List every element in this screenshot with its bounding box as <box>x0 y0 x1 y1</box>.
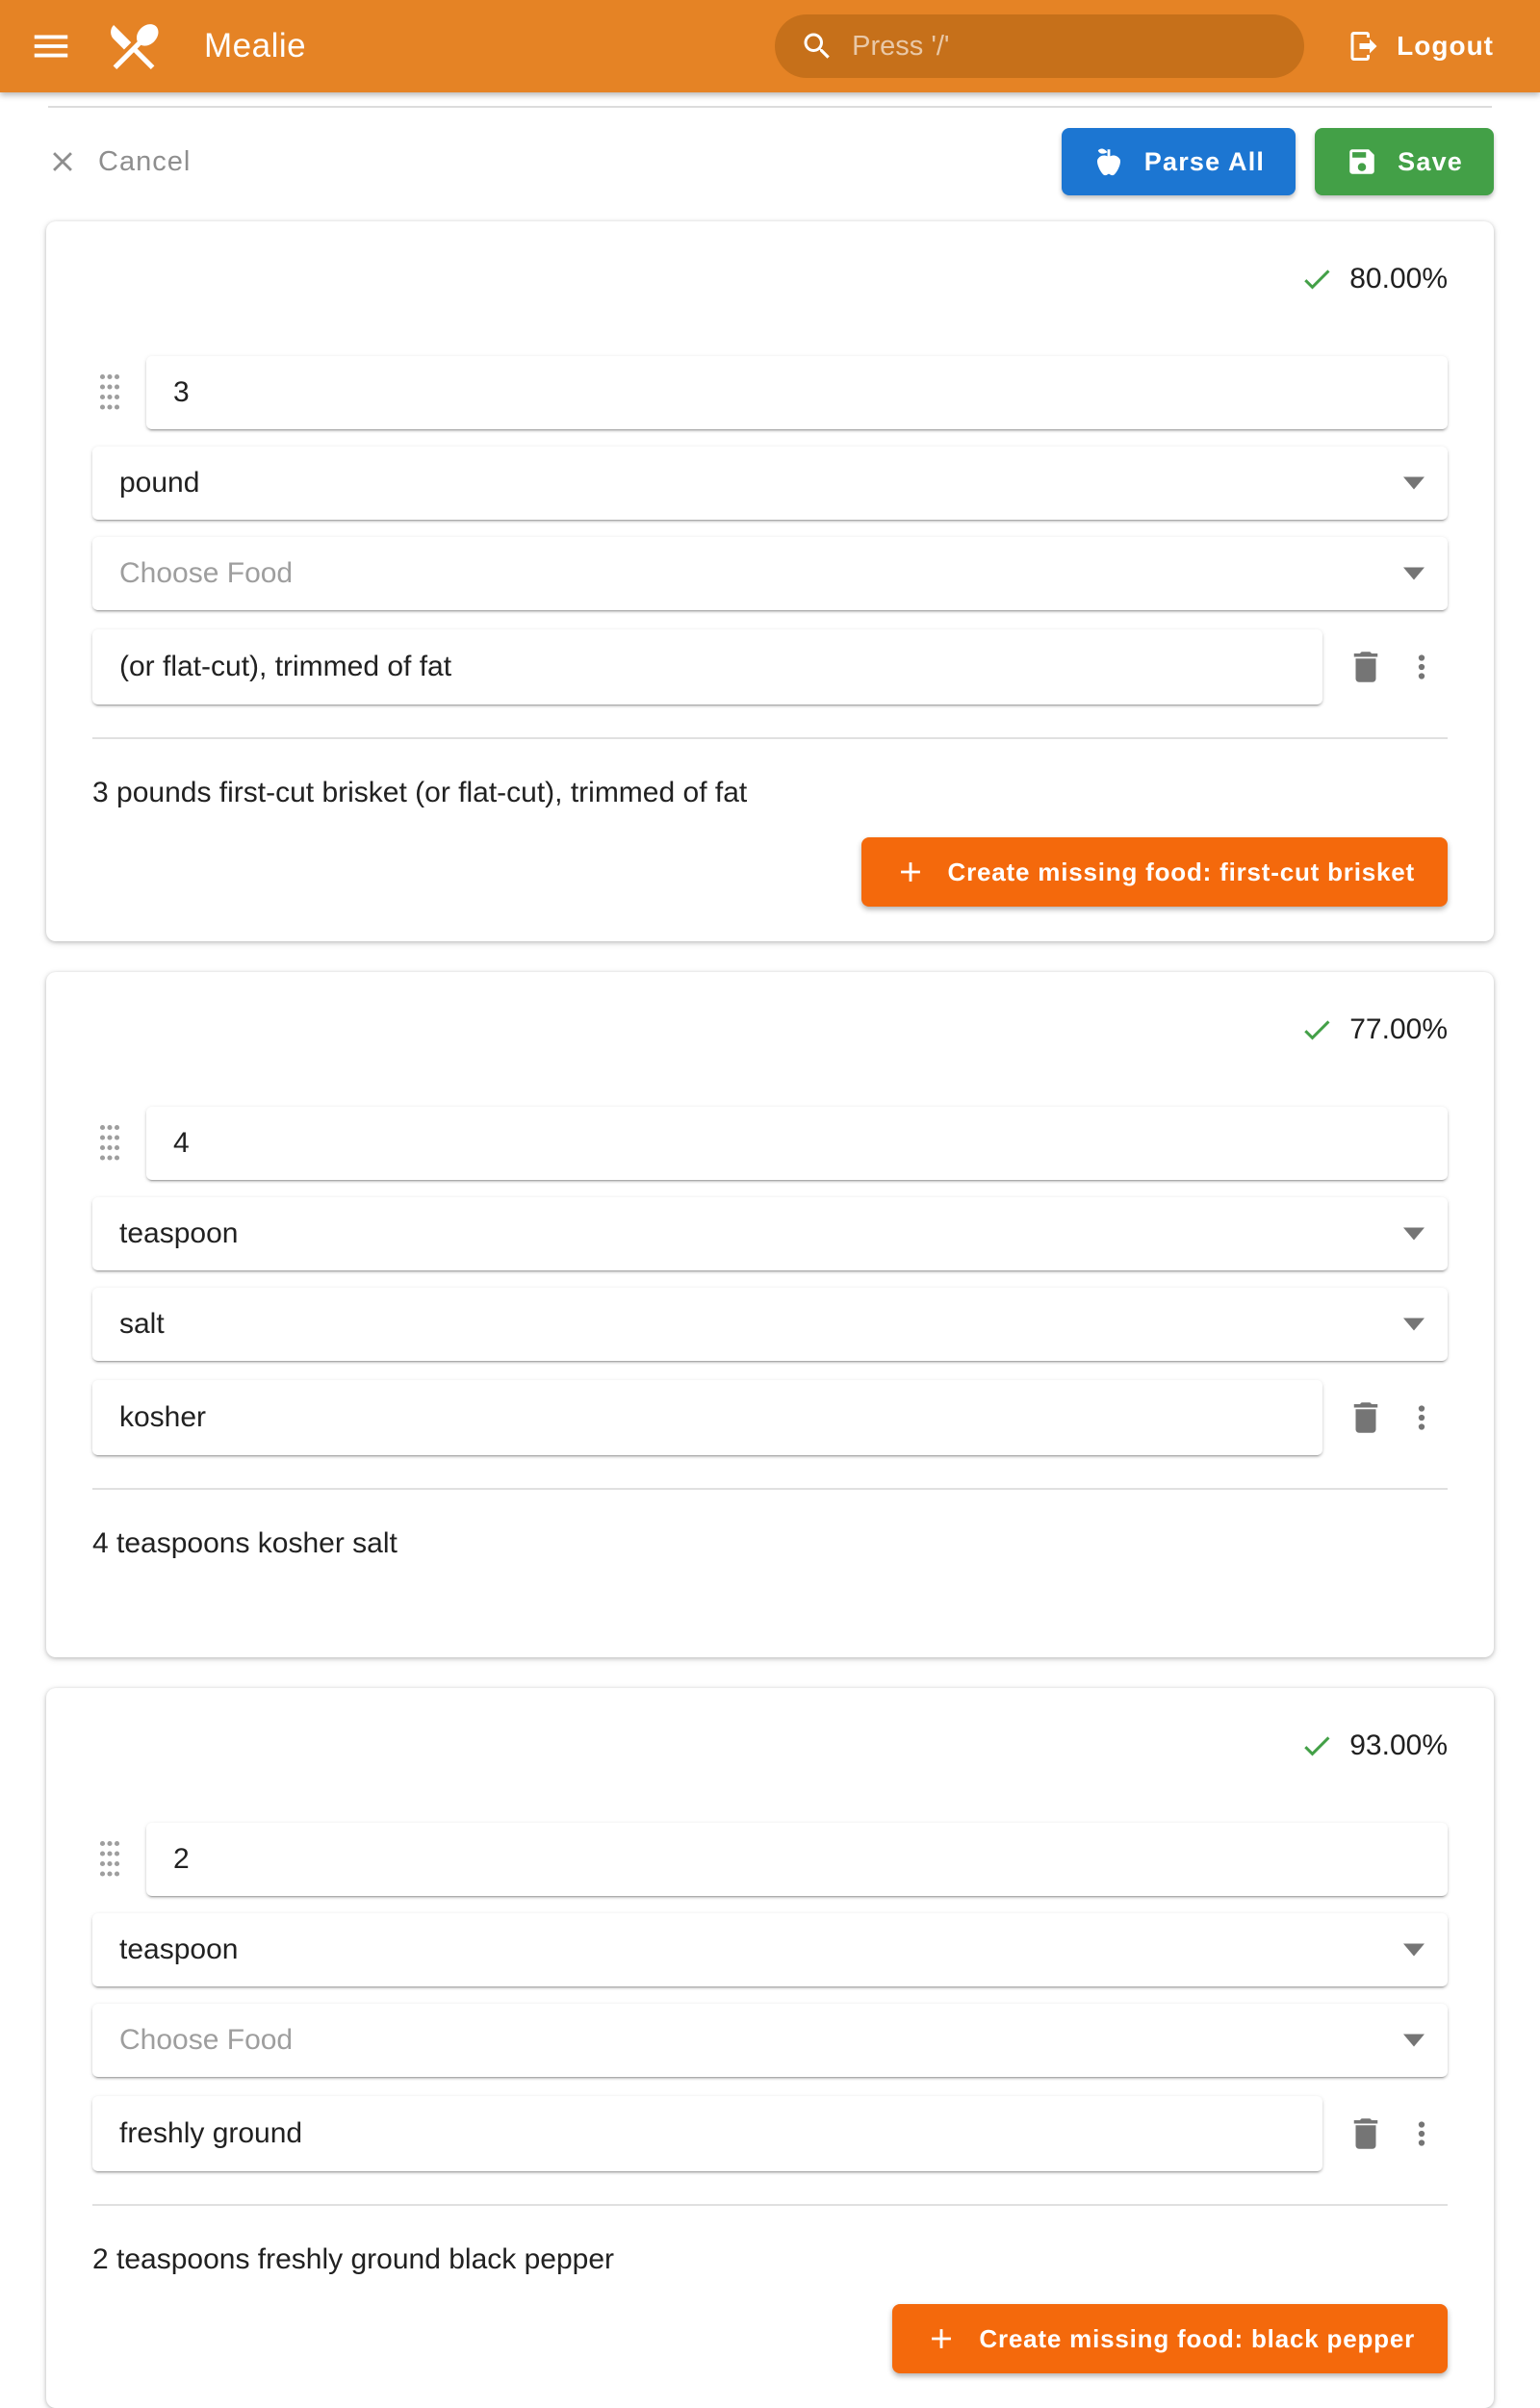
confidence-row <box>92 260 1448 298</box>
create-missing-food-button[interactable] <box>861 837 1448 907</box>
logout-label: Logout <box>1397 31 1494 61</box>
parse-all-label: Parse All <box>1143 146 1266 176</box>
divider <box>92 737 1448 739</box>
save-label: Save <box>1398 146 1463 176</box>
app-bar <box>0 0 1540 92</box>
search-bar[interactable] <box>775 14 1304 78</box>
divider <box>48 106 1492 108</box>
trash-icon <box>1346 1397 1386 1438</box>
chevron-down-icon <box>1403 568 1424 580</box>
kebab-menu-icon <box>1403 649 1440 685</box>
trash-icon <box>1346 2113 1386 2154</box>
confidence-value: 80.00% <box>1349 263 1448 295</box>
logout-button[interactable] <box>1347 29 1494 64</box>
save-button[interactable] <box>1315 128 1494 195</box>
delete-button[interactable] <box>1336 637 1396 697</box>
original-ingredient-text: 2 teaspoons freshly ground black pepper <box>92 2243 615 2275</box>
food-select[interactable] <box>92 2004 1448 2077</box>
create-missing-food-label: Create missing food: first-cut brisket <box>947 857 1415 886</box>
quantity-input[interactable] <box>173 1127 1421 1160</box>
confidence-value: 93.00% <box>1349 1729 1448 1761</box>
note-field[interactable] <box>92 2096 1322 2171</box>
chevron-down-icon <box>1403 1319 1424 1331</box>
close-icon <box>46 145 79 178</box>
drag-handle-icon[interactable] <box>92 371 127 415</box>
more-options-button[interactable] <box>1396 637 1448 697</box>
search-icon <box>800 29 834 64</box>
mealie-logo-icon <box>104 16 164 76</box>
parse-all-button[interactable] <box>1062 128 1296 195</box>
food-input[interactable] <box>119 2024 1421 2057</box>
menu-icon[interactable] <box>29 24 73 68</box>
trash-icon <box>1346 647 1386 687</box>
drag-handle-icon[interactable] <box>92 1837 127 1882</box>
food-select[interactable] <box>92 1288 1448 1361</box>
create-missing-food-label: Create missing food: black pepper <box>979 2323 1415 2353</box>
confidence-row <box>92 1727 1448 1765</box>
quantity-input[interactable] <box>173 1843 1421 1876</box>
parser-toolbar <box>46 125 1494 198</box>
kebab-menu-icon <box>1403 1399 1440 1436</box>
save-icon <box>1346 145 1378 178</box>
unit-input[interactable] <box>119 1217 1421 1250</box>
chevron-down-icon <box>1403 1944 1424 1957</box>
create-missing-food-button[interactable] <box>892 2304 1448 2373</box>
delete-button[interactable] <box>1336 1388 1396 1447</box>
ingredient-card <box>46 1688 1494 2408</box>
divider <box>92 1488 1448 1490</box>
plus-icon <box>925 2322 958 2355</box>
cancel-label: Cancel <box>98 145 192 177</box>
note-input[interactable] <box>119 651 1296 683</box>
check-icon <box>1299 1012 1334 1047</box>
chevron-down-icon <box>1403 1228 1424 1241</box>
confidence-row <box>92 1011 1448 1049</box>
note-input[interactable] <box>119 1401 1296 1434</box>
plus-icon <box>894 856 927 888</box>
confidence-value: 77.00% <box>1349 1013 1448 1045</box>
quantity-field[interactable] <box>146 1107 1448 1180</box>
food-select[interactable] <box>92 537 1448 610</box>
check-icon <box>1299 262 1334 296</box>
unit-input[interactable] <box>119 1934 1421 1966</box>
delete-button[interactable] <box>1336 2104 1396 2164</box>
unit-select[interactable] <box>92 447 1448 520</box>
check-icon <box>1299 1729 1334 1763</box>
ingredient-card <box>46 972 1494 1657</box>
more-options-button[interactable] <box>1396 2104 1448 2164</box>
quantity-field[interactable] <box>146 1823 1448 1896</box>
chevron-down-icon <box>1403 2035 1424 2047</box>
chevron-down-icon <box>1403 477 1424 490</box>
unit-select[interactable] <box>92 1197 1448 1270</box>
quantity-input[interactable] <box>173 376 1421 409</box>
note-input[interactable] <box>119 2117 1296 2150</box>
ingredient-card <box>46 221 1494 941</box>
food-input[interactable] <box>119 1308 1421 1341</box>
apple-icon <box>1092 145 1125 178</box>
more-options-button[interactable] <box>1396 1388 1448 1447</box>
drag-handle-icon[interactable] <box>92 1121 127 1166</box>
search-input[interactable] <box>852 31 1279 63</box>
unit-input[interactable] <box>119 467 1421 500</box>
quantity-field[interactable] <box>146 356 1448 429</box>
unit-select[interactable] <box>92 1913 1448 1986</box>
app-title: Mealie <box>204 27 307 64</box>
food-input[interactable] <box>119 557 1421 590</box>
cancel-button[interactable] <box>46 145 191 178</box>
divider <box>92 2204 1448 2206</box>
original-ingredient-text: 3 pounds first-cut brisket (or flat-cut), trimmed of fat <box>92 777 748 808</box>
note-field[interactable] <box>92 629 1322 704</box>
original-ingredient-text: 4 teaspoons kosher salt <box>92 1527 398 1559</box>
logout-icon <box>1347 29 1381 64</box>
note-field[interactable] <box>92 1380 1322 1455</box>
kebab-menu-icon <box>1403 2115 1440 2152</box>
